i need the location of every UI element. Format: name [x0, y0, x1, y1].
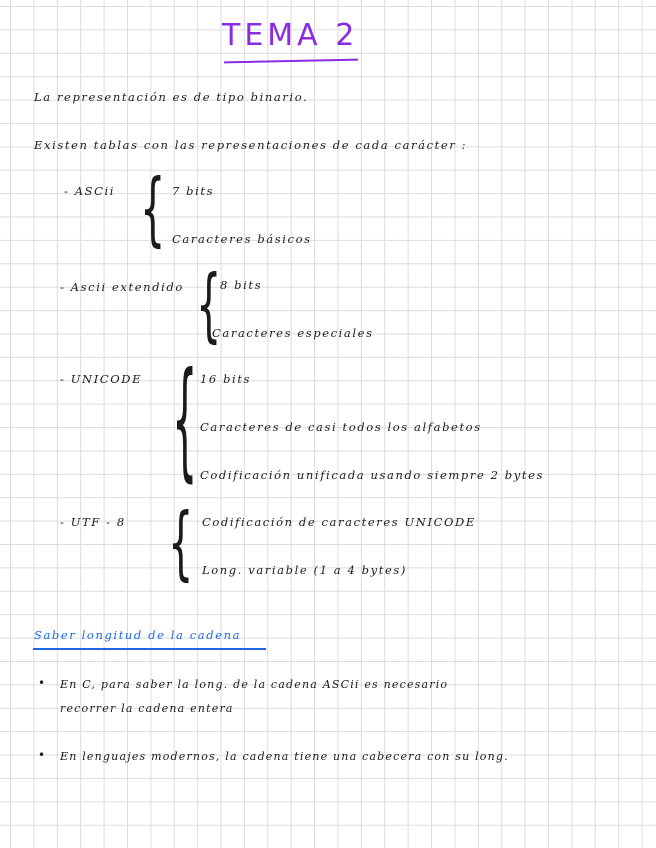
- encoding-unicode-detail-2: Caracteres de casi todos los alfabetos: [200, 420, 482, 434]
- encoding-utf8-label: - UTF - 8: [60, 515, 126, 529]
- encoding-utf8-detail-2: Long. variable (1 a 4 bytes): [202, 563, 407, 577]
- bullet-1-line-1: En C, para saber la long. de la cadena ASCii es necesario: [60, 678, 449, 691]
- brace-unicode: {: [172, 348, 198, 496]
- bullet-dot-1: •: [38, 676, 46, 690]
- section-heading: Saber longitud de la cadena: [34, 628, 242, 642]
- encoding-unicode-detail-1: 16 bits: [200, 372, 252, 386]
- page-title: TEMA 2: [222, 18, 359, 53]
- encoding-unicode-label: - UNICODE: [60, 372, 143, 386]
- encoding-ascii-ext-detail-1: 8 bits: [220, 278, 263, 292]
- intro-line-1: La representación es de tipo binario.: [34, 90, 309, 104]
- bullet-dot-2: •: [38, 748, 46, 762]
- brace-utf8: {: [168, 498, 194, 590]
- encoding-unicode-detail-3: Codificación unificada usando siempre 2 bytes: [200, 468, 544, 482]
- title-underline: [224, 59, 358, 64]
- bullet-1-line-2: recorrer la cadena entera: [60, 702, 234, 715]
- encoding-ascii-ext-detail-2: Caracteres especiales: [212, 326, 374, 340]
- encoding-ascii-ext-label: - Ascii extendido: [60, 280, 184, 294]
- section-heading-underline: [33, 648, 266, 650]
- brace-ascii-ext: {: [196, 260, 222, 352]
- intro-line-2: Existen tablas con las representaciones de cada carácter :: [34, 138, 468, 152]
- bullet-2-line-1: En lenguajes modernos, la cadena tiene una cabecera con su long.: [60, 750, 509, 763]
- encoding-ascii-label: - ASCii: [64, 184, 116, 198]
- encoding-utf8-detail-1: Codificación de caracteres UNICODE: [202, 515, 476, 529]
- encoding-ascii-detail-1: 7 bits: [172, 184, 215, 198]
- brace-ascii: {: [140, 164, 166, 256]
- encoding-ascii-detail-2: Caracteres básicos: [172, 232, 312, 246]
